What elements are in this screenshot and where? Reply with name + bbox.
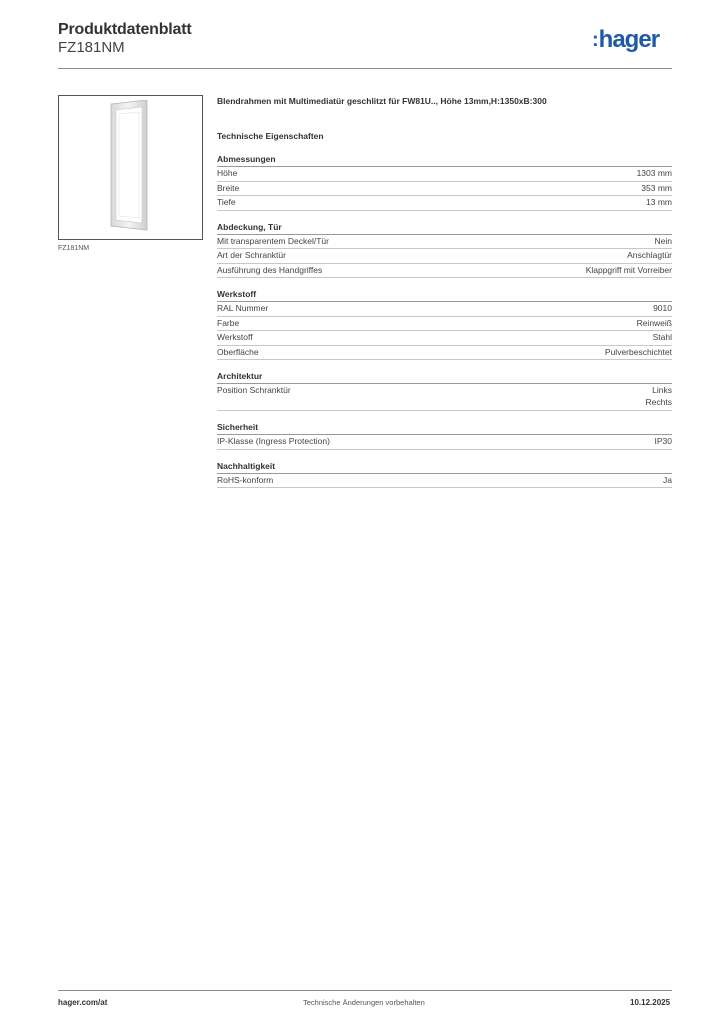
section-title: Architektur — [217, 371, 672, 384]
spec-label: Oberfläche — [217, 346, 259, 357]
spec-label: Position Schranktür — [217, 385, 291, 395]
logo-text: hager — [598, 26, 660, 53]
spec-value: 1303 mm — [636, 168, 672, 178]
spec-value: Klappgriff mit Vorreiber — [585, 264, 672, 275]
product-image — [107, 100, 151, 232]
product-code: FZ181NM — [58, 39, 125, 56]
spec-row — [217, 331, 672, 346]
spec-value: Reinweiß — [636, 317, 672, 328]
spec-label: RoHS-konform — [217, 474, 274, 485]
spec-row — [217, 384, 672, 411]
spec-row — [217, 317, 672, 332]
spec-content — [217, 96, 672, 499]
spec-value: 13 mm — [646, 197, 672, 207]
product-image-caption: FZ181NM — [58, 245, 90, 252]
section-title: Sicherheit — [217, 422, 672, 435]
spec-label: Tiefe — [217, 197, 236, 207]
spec-value: IP30 — [654, 436, 672, 446]
section-werkstoff — [217, 289, 672, 360]
spec-value: Anschlagtür — [627, 250, 672, 260]
spec-value — [646, 385, 672, 408]
spec-label: Mit transparentem Deckel/Tür — [217, 235, 329, 246]
technical-heading: Technische Eigenschaften — [217, 131, 324, 141]
spec-row — [217, 196, 672, 211]
footer-website: hager.com/at — [58, 998, 108, 1007]
section-abmessungen — [217, 154, 672, 211]
section-abdeckung-tuer — [217, 222, 672, 279]
spec-value: Ja — [663, 474, 672, 485]
spec-value-line: Rechts — [645, 396, 672, 407]
hager-logo — [592, 28, 659, 52]
section-architektur — [217, 371, 672, 411]
spec-value: Stahl — [652, 332, 672, 342]
footer-date: 10.12.2025 — [630, 998, 671, 1007]
spec-row — [217, 435, 672, 450]
spec-row — [217, 302, 672, 317]
spec-label: Breite — [217, 182, 240, 193]
logo-prefix: : — [592, 29, 598, 51]
spec-row — [217, 249, 672, 264]
spec-label: Farbe — [217, 317, 240, 328]
spec-row — [217, 182, 672, 197]
spec-row — [217, 346, 672, 361]
section-nachhaltigkeit — [217, 461, 672, 489]
spec-label: RAL Nummer — [217, 303, 269, 313]
section-title: Werkstoff — [217, 289, 672, 302]
section-title: Nachhaltigkeit — [217, 461, 672, 474]
spec-label: Art der Schranktür — [217, 250, 286, 260]
spec-row — [217, 167, 672, 182]
spec-value: 9010 — [653, 303, 672, 313]
product-description: Blendrahmen mit Multimediatür geschlitzt für FW81U.., Höhe 13mm,H:1350xB:300 — [217, 96, 547, 106]
spec-value: 353 mm — [641, 182, 672, 193]
spec-label: Höhe — [217, 168, 238, 178]
spec-label: Werkstoff — [217, 332, 253, 342]
spec-label: IP-Klasse (Ingress Protection) — [217, 436, 330, 446]
section-title: Abmessungen — [217, 154, 672, 167]
section-sicherheit — [217, 422, 672, 450]
spec-value: Pulverbeschichtet — [604, 346, 672, 357]
spec-label: Ausführung des Handgriffes — [217, 264, 323, 275]
footer-notice: Technische Änderungen vorbehalten — [303, 998, 425, 1007]
footer-divider — [58, 990, 672, 991]
spec-row — [217, 474, 672, 489]
header-divider — [58, 68, 672, 69]
spec-value-line: Links — [652, 385, 672, 395]
spec-row — [217, 235, 672, 250]
spec-value: Nein — [654, 235, 672, 246]
page-title: Produktdatenblatt — [58, 21, 192, 38]
section-title: Abdeckung, Tür — [217, 222, 672, 235]
spec-row — [217, 264, 672, 279]
